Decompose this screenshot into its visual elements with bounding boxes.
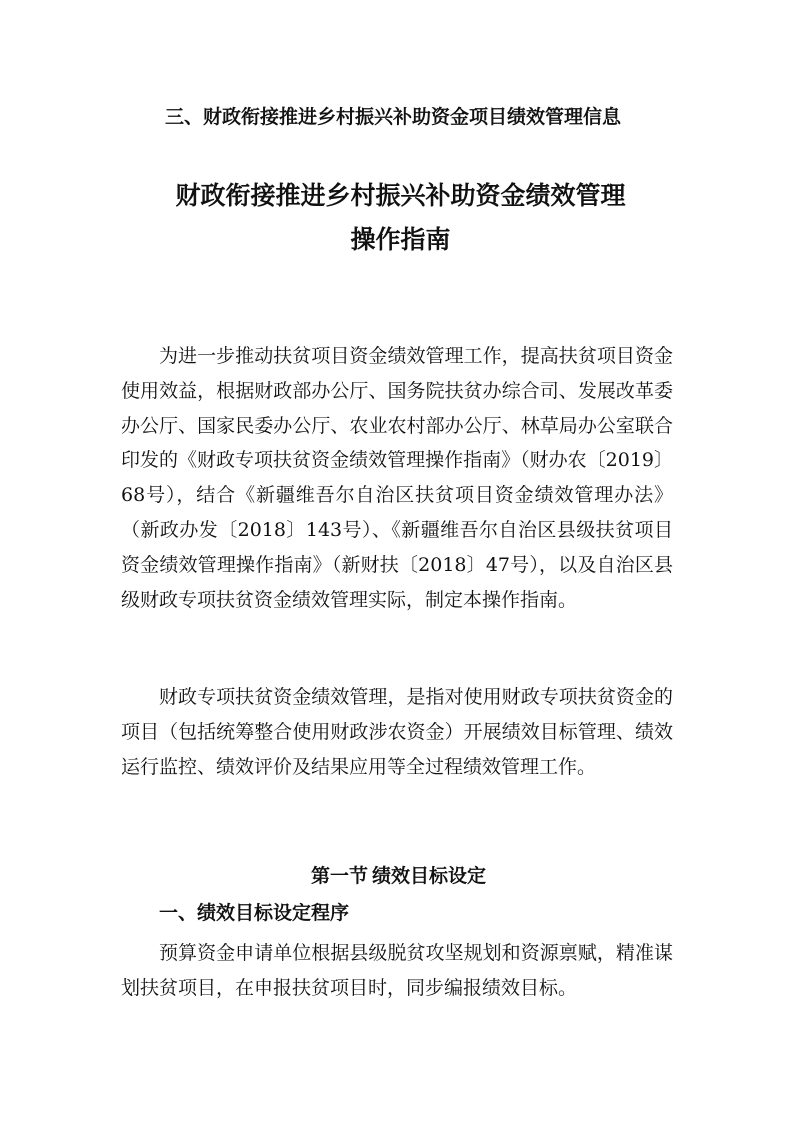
subsection-number: 第一节 [310, 865, 368, 887]
item-paragraph: 预算资金申请单位根据县级脱贫攻坚规划和资源禀赋，精准谋划扶贫项目，在申报扶贫项目时，同步编报绩效目标。 [121, 942, 673, 999]
subsection-title: 绩效目标设定 [372, 865, 487, 887]
item-heading: 一、绩效目标设定程序 [159, 902, 350, 924]
section-heading: 三、财政衔接推进乡村振兴补助资金项目绩效管理信息 [165, 106, 622, 128]
document-title-line-1: 财政衔接推进乡村振兴补助资金绩效管理 [175, 181, 626, 210]
subsection-heading [0, 862, 793, 890]
intro-paragraph: 为进一步推动扶贫项目资金绩效管理工作，提高扶贫项目资金使用效益，根据财政部办公厅、国务院扶贫办综合司、发展改革委办公厅、国家民委办公厅、农业农村部办公厅、林草局办公室联合印发的《财政专项扶贫资金绩效管理操作指南》（财办农〔2019〕68号），结合《新疆维吾尔自治区扶贫项目资金绩效管理办法》（新政办发〔2018〕143号）、《新疆维吾尔自治区县级扶贫项目资金绩效管理操作指南》（新财扶〔2018〕47号），以及自治区县级财政专项扶贫资金绩效管理实际，制定本操作指南。 [121, 345, 673, 611]
definition-paragraph: 财政专项扶贫资金绩效管理，是指对使用财政专项扶贫资金的项目（包括统筹整合使用财政涉农资金）开展绩效目标管理、绩效运行监控、绩效评价及结果应用等全过程绩效管理工作。 [121, 686, 673, 778]
document-title-line-2: 操作指南 [350, 225, 451, 254]
